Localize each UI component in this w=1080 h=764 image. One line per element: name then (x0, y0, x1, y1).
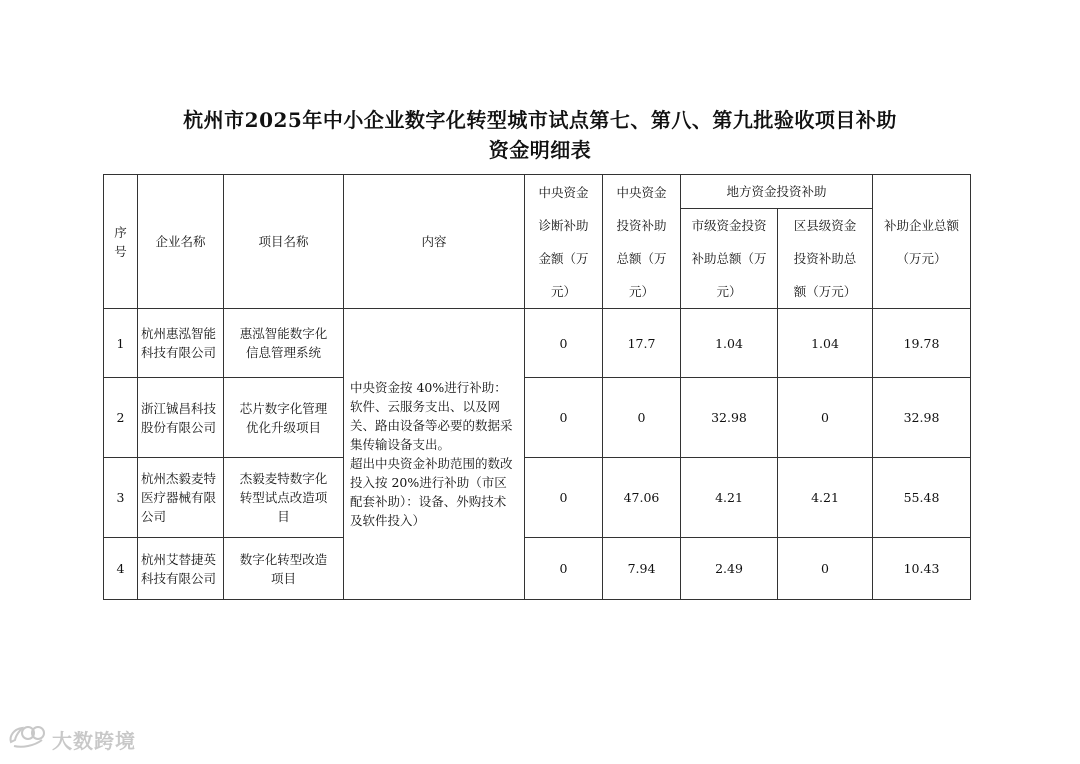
cell-central-invest: 17.7 (603, 309, 681, 378)
cell-central-invest: 7.94 (603, 538, 681, 600)
cell-district: 0 (778, 378, 873, 458)
content-paragraph-2: 超出中央资金补助范围的数改投入按 20%进行补助（市区配套补助）：设备、外购技术及软件投入） (350, 456, 513, 528)
header-central-diag: 中央资金诊断补助金额（万元） (525, 175, 603, 309)
cell-city: 2.49 (681, 538, 778, 600)
content-paragraph-1: 中央资金按 40%进行补助：软件、云服务支出、以及网关、路由设备等必要的数据采集传输设备支出。 (350, 380, 513, 452)
cell-city: 1.04 (681, 309, 778, 378)
page-title (100, 105, 980, 165)
header-city: 市级资金投资补助总额（万元） (681, 209, 778, 309)
cell-total: 55.48 (873, 458, 971, 538)
watermark-text: 大数跨境 (52, 729, 136, 753)
cell-total: 32.98 (873, 378, 971, 458)
cell-city: 32.98 (681, 378, 778, 458)
subsidy-table (103, 174, 971, 600)
cell-project: 惠泓智能数字化信息管理系统 (224, 309, 344, 378)
watermark (8, 724, 136, 755)
header-seq: 序号 (104, 175, 138, 309)
title-line-2: 资金明细表 (488, 138, 592, 162)
cell-district: 4.21 (778, 458, 873, 538)
header-company: 企业名称 (138, 175, 224, 309)
cell-company: 杭州艾替捷英科技有限公司 (138, 538, 224, 600)
cell-company: 浙江铖昌科技股份有限公司 (138, 378, 224, 458)
table-row (104, 458, 971, 538)
cell-total: 10.43 (873, 538, 971, 600)
table-row (104, 378, 971, 458)
header-district: 区县级资金投资补助总额（万元） (778, 209, 873, 309)
cell-central-diag: 0 (525, 378, 603, 458)
cell-company: 杭州杰毅麦特医疗器械有限公司 (138, 458, 224, 538)
header-local-group: 地方资金投资补助 (681, 175, 873, 209)
cell-central-diag: 0 (525, 538, 603, 600)
table-row (104, 309, 971, 378)
header-content: 内容 (344, 175, 525, 309)
cell-seq: 2 (104, 378, 138, 458)
cell-project: 数字化转型改造项目 (224, 538, 344, 600)
cell-project: 杰毅麦特数字化转型试点改造项目 (224, 458, 344, 538)
header-project: 项目名称 (224, 175, 344, 309)
cell-central-invest: 47.06 (603, 458, 681, 538)
cell-seq: 3 (104, 458, 138, 538)
cell-district: 0 (778, 538, 873, 600)
cell-city: 4.21 (681, 458, 778, 538)
cell-central-invest: 0 (603, 378, 681, 458)
cell-central-diag: 0 (525, 309, 603, 378)
header-row-1 (104, 175, 971, 209)
cell-district: 1.04 (778, 309, 873, 378)
cell-seq: 1 (104, 309, 138, 378)
weibo-logo-icon (8, 724, 52, 755)
cell-seq: 4 (104, 538, 138, 600)
cell-total: 19.78 (873, 309, 971, 378)
cell-central-diag: 0 (525, 458, 603, 538)
cell-project: 芯片数字化管理优化升级项目 (224, 378, 344, 458)
cell-company: 杭州惠泓智能科技有限公司 (138, 309, 224, 378)
header-central-invest: 中央资金投资补助总额（万元） (603, 175, 681, 309)
title-line-1: 杭州市2025年中小企业数字化转型城市试点第七、第八、第九批验收项目补助 (183, 108, 897, 132)
table-row (104, 538, 971, 600)
content-cell (344, 309, 525, 600)
header-total: 补助企业总额（万元） (873, 175, 971, 309)
